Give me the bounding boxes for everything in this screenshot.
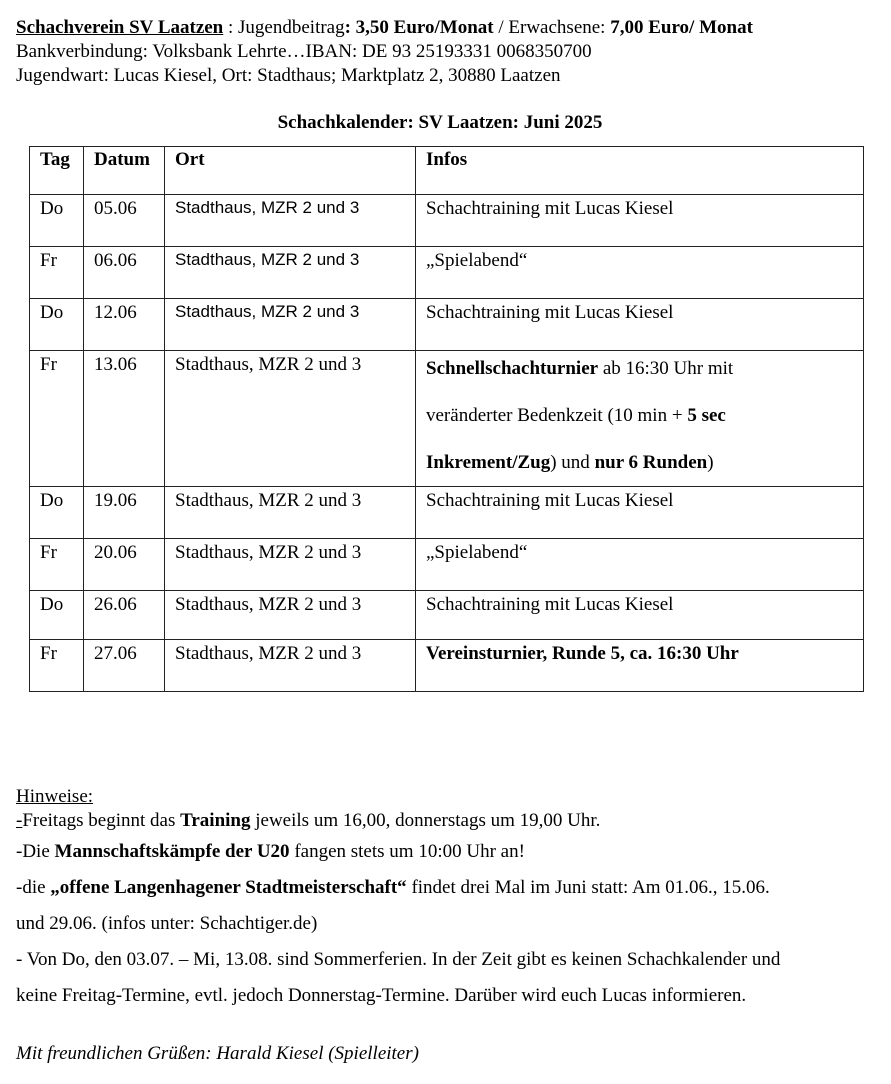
- note-dash: -: [16, 810, 23, 831]
- calendar-title: Schachkalender: SV Laatzen: Juni 2025: [277, 112, 603, 133]
- info-bold-rounds: nur 6 Runden: [594, 452, 708, 473]
- cell-tag: Do: [30, 591, 84, 640]
- cell-datum: 26.06: [84, 591, 165, 640]
- bank-line: Bankverbindung: Volksbank Lehrte…IBAN: DE 93 25193331 0068350700: [16, 41, 592, 62]
- cell-tag: Fr: [30, 539, 84, 591]
- cell-datum: 13.06: [84, 351, 165, 487]
- note-summer-break-cont: keine Freitag-Termine, evtl. jedoch Donnerstag-Termine. Darüber wird euch Lucas informieren.: [16, 985, 747, 1006]
- cell-ort: Stadthaus, MZR 2 und 3: [165, 195, 416, 247]
- notes-heading: Hinweise:: [16, 786, 94, 807]
- cell-info: Schachtraining mit Lucas Kiesel: [416, 591, 864, 640]
- cell-datum: 05.06: [84, 195, 165, 247]
- adult-fee: 7,00 Euro/ Monat: [610, 17, 753, 38]
- cell-info: [416, 351, 864, 487]
- cell-ort: Stadthaus, MZR 2 und 3: [165, 640, 416, 692]
- cell-ort: Stadthaus, MZR 2 und 3: [165, 351, 416, 487]
- separator: :: [223, 17, 239, 38]
- calendar-table: [29, 146, 864, 692]
- youth-fee: : 3,50 Euro/Monat: [344, 17, 494, 38]
- document-header: [16, 16, 753, 88]
- note-team-matches: [16, 834, 876, 870]
- cell-datum: 20.06: [84, 539, 165, 591]
- cell-ort: Stadthaus, MZR 2 und 3: [165, 591, 416, 640]
- notes-section: [16, 786, 876, 1014]
- cell-info: Schachtraining mit Lucas Kiesel: [416, 487, 864, 539]
- fees-line: [16, 16, 753, 40]
- info-text: ) und: [550, 452, 595, 473]
- table-row: [30, 247, 864, 299]
- info-bold-increment-unit: Inkrement/Zug: [426, 452, 551, 473]
- cell-info: Vereinsturnier, Runde 5, ca. 16:30 Uhr: [416, 640, 864, 692]
- cell-tag: Fr: [30, 640, 84, 692]
- cell-datum: 27.06: [84, 640, 165, 692]
- note-text: fangen stets um 10:00 Uhr an!: [289, 841, 525, 862]
- table-row: [30, 351, 864, 487]
- note-text: -Die: [16, 841, 55, 862]
- header-ort: Ort: [165, 147, 416, 195]
- table-row: [30, 539, 864, 591]
- note-summer-break: - Von Do, den 03.07. – Mi, 13.08. sind Sommerferien. In der Zeit gibt es keinen Schachkalender und: [16, 949, 781, 970]
- youth-fee-label: Jugendbeitrag: [238, 17, 345, 38]
- cell-ort: Stadthaus, MZR 2 und 3: [165, 247, 416, 299]
- cell-datum: 19.06: [84, 487, 165, 539]
- note-training: [16, 808, 876, 834]
- info-bold-tournament: Schnellschachturnier: [426, 358, 599, 379]
- cell-tag: Do: [30, 487, 84, 539]
- note-text: findet drei Mal im Juni statt: Am 01.06., 15.06.: [406, 877, 770, 898]
- club-name: Schachverein SV Laatzen: [16, 17, 224, 38]
- info-text: ): [707, 452, 714, 473]
- table-row: [30, 640, 864, 692]
- info-bold-increment: 5 sec: [687, 405, 726, 426]
- table-header-row: [30, 147, 864, 195]
- signature: Mit freundlichen Grüßen: Harald Kiesel (Spielleiter): [16, 1043, 419, 1064]
- note-text: jeweils um 16,00, donnerstags um 19,00 Uhr.: [250, 810, 601, 831]
- note-text: -die: [16, 877, 51, 898]
- table-row: [30, 487, 864, 539]
- table-row: [30, 195, 864, 247]
- table-row: [30, 299, 864, 351]
- header-datum: Datum: [84, 147, 165, 195]
- cell-tag: Do: [30, 299, 84, 351]
- note-bold: Mannschaftskämpfe der U20: [54, 841, 290, 862]
- cell-info: „Spielabend“: [416, 539, 864, 591]
- youth-warden-line: Jugendwart: Lucas Kiesel, Ort: Stadthaus; Marktplatz 2, 30880 Laatzen: [16, 65, 561, 86]
- table-row: [30, 591, 864, 640]
- info-text: veränderter Bedenkzeit (10 min +: [426, 405, 688, 426]
- cell-info: Schachtraining mit Lucas Kiesel: [416, 299, 864, 351]
- note-text: Freitags beginnt das: [22, 810, 181, 831]
- cell-tag: Do: [30, 195, 84, 247]
- cell-info: „Spielabend“: [416, 247, 864, 299]
- cell-datum: 06.06: [84, 247, 165, 299]
- cell-tag: Fr: [30, 351, 84, 487]
- cell-ort: Stadthaus, MZR 2 und 3: [165, 487, 416, 539]
- cell-info: Schachtraining mit Lucas Kiesel: [416, 195, 864, 247]
- cell-tag: Fr: [30, 247, 84, 299]
- adult-fee-label: / Erwachsene:: [493, 17, 611, 38]
- cell-datum: 12.06: [84, 299, 165, 351]
- note-city-championship: [16, 870, 876, 906]
- tournament-info: [426, 345, 853, 486]
- note-bold: Training: [180, 810, 251, 831]
- note-bold: „offene Langenhagener Stadtmeisterschaft“: [50, 877, 407, 898]
- note-city-championship-cont: und 29.06. (infos unter: Schachtiger.de): [16, 913, 318, 934]
- cell-ort: Stadthaus, MZR 2 und 3: [165, 299, 416, 351]
- info-text: ab 16:30 Uhr mit: [598, 358, 734, 379]
- header-infos: Infos: [416, 147, 864, 195]
- cell-ort: Stadthaus, MZR 2 und 3: [165, 539, 416, 591]
- header-tag: Tag: [30, 147, 84, 195]
